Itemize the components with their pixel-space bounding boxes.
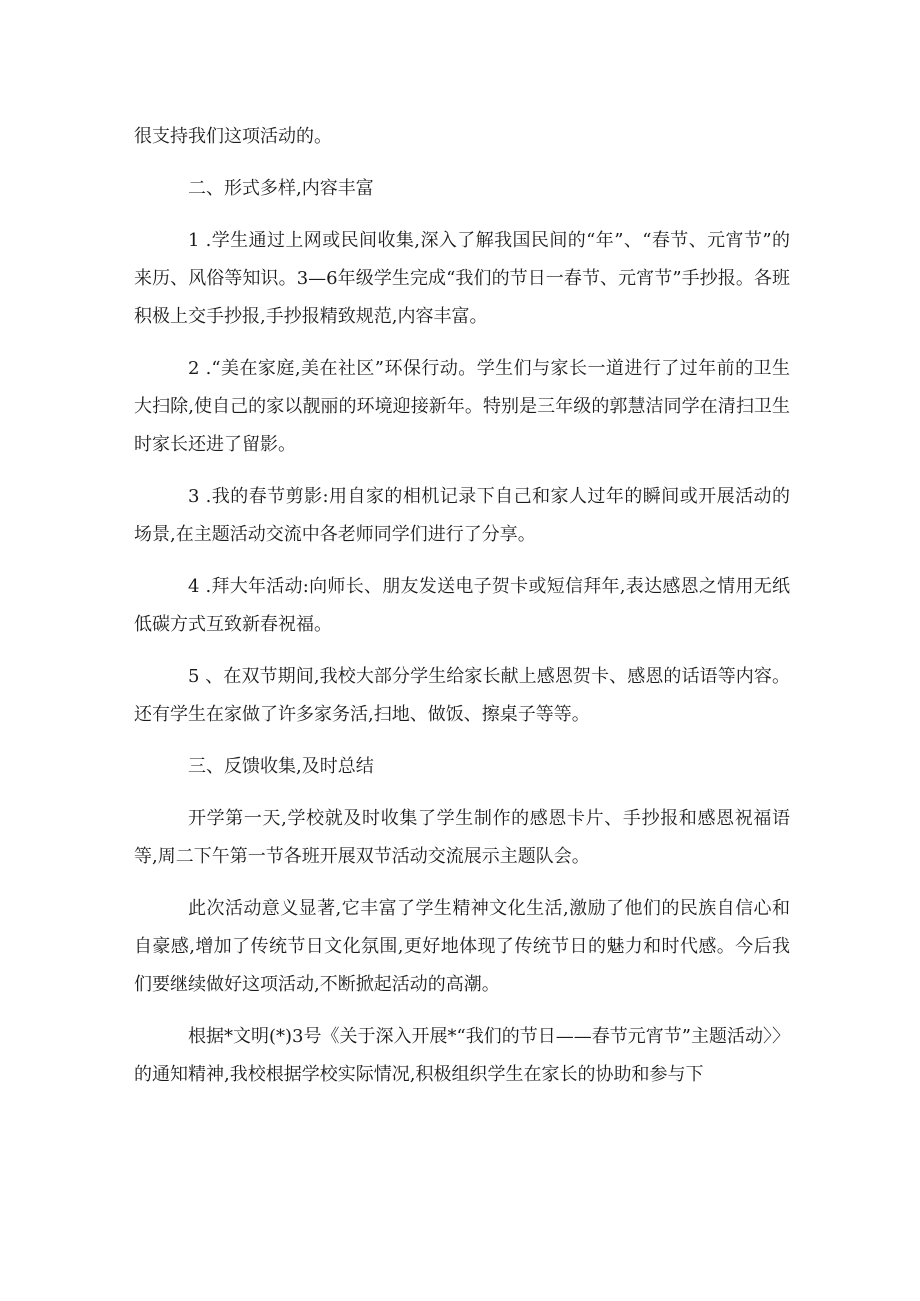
list-item-3: 3 .我的春节剪影:用自家的相机记录下自己和家人过年的瞬间或开展活动的场景,在主题活动交流中各老师同学们进行了分享。: [134, 486, 790, 545]
paragraph-significance: 此次活动意义显著,它丰富了学生精神文化生活,激励了他们的民族自信心和自豪感,增加了传统节日文化氛围,更好地体现了传统节日的魅力和时代感。今后我们要继续做好这项活动,不断掀起活动的高潮。: [134, 898, 790, 995]
paragraph-notice: 根据*文明(*)3号《关于深入开展*“我们的节日——春节元宵节”主题活动〉〉的通知精神,我校根据学校实际情况,积极组织学生在家长的协助和参与下: [134, 1026, 790, 1085]
list-item-5: 5 、在双节期间,我校大部分学生给家长献上感恩贺卡、感恩的话语等内容。还有学生在家做了许多家务活,扫地、做饭、擦桌子等等。: [134, 666, 790, 725]
section-heading-3: 三、反馈收集,及时总结: [188, 756, 374, 777]
document-body: [134, 118, 790, 1108]
list-item-4: 4 .拜大年活动:向师长、朋友发送电子贺卡或短信拜年,表达感恩之情用无纸低碳方式互致新春祝福。: [134, 576, 790, 635]
list-item-1: 1 .学生通过上网或民间收集,深入了解我国民间的“年”、“春节、元宵节”的来历、风俗等知识。3—6年级学生完成“我们的节日一春节、元宵节”手抄报。各班积极上交手抄报,手抄报精致规范,内容丰富。: [134, 230, 790, 327]
paragraph-continuation: 很支持我们这项活动的。: [134, 126, 332, 147]
section-heading-2: 二、形式多样,内容丰富: [188, 178, 374, 199]
list-item-2: 2 .“美在家庭,美在社区”环保行动。学生们与家长一道进行了过年前的卫生大扫除,使自己的家以靓丽的环境迎接新年。特别是三年级的郭慧洁同学在清扫卫生时家长还进了留影。: [134, 358, 790, 455]
paragraph-feedback: 开学第一天,学校就及时收集了学生制作的感恩卡片、手抄报和感恩祝福语等,周二下午第一节各班开展双节活动交流展示主题队会。: [134, 808, 790, 867]
